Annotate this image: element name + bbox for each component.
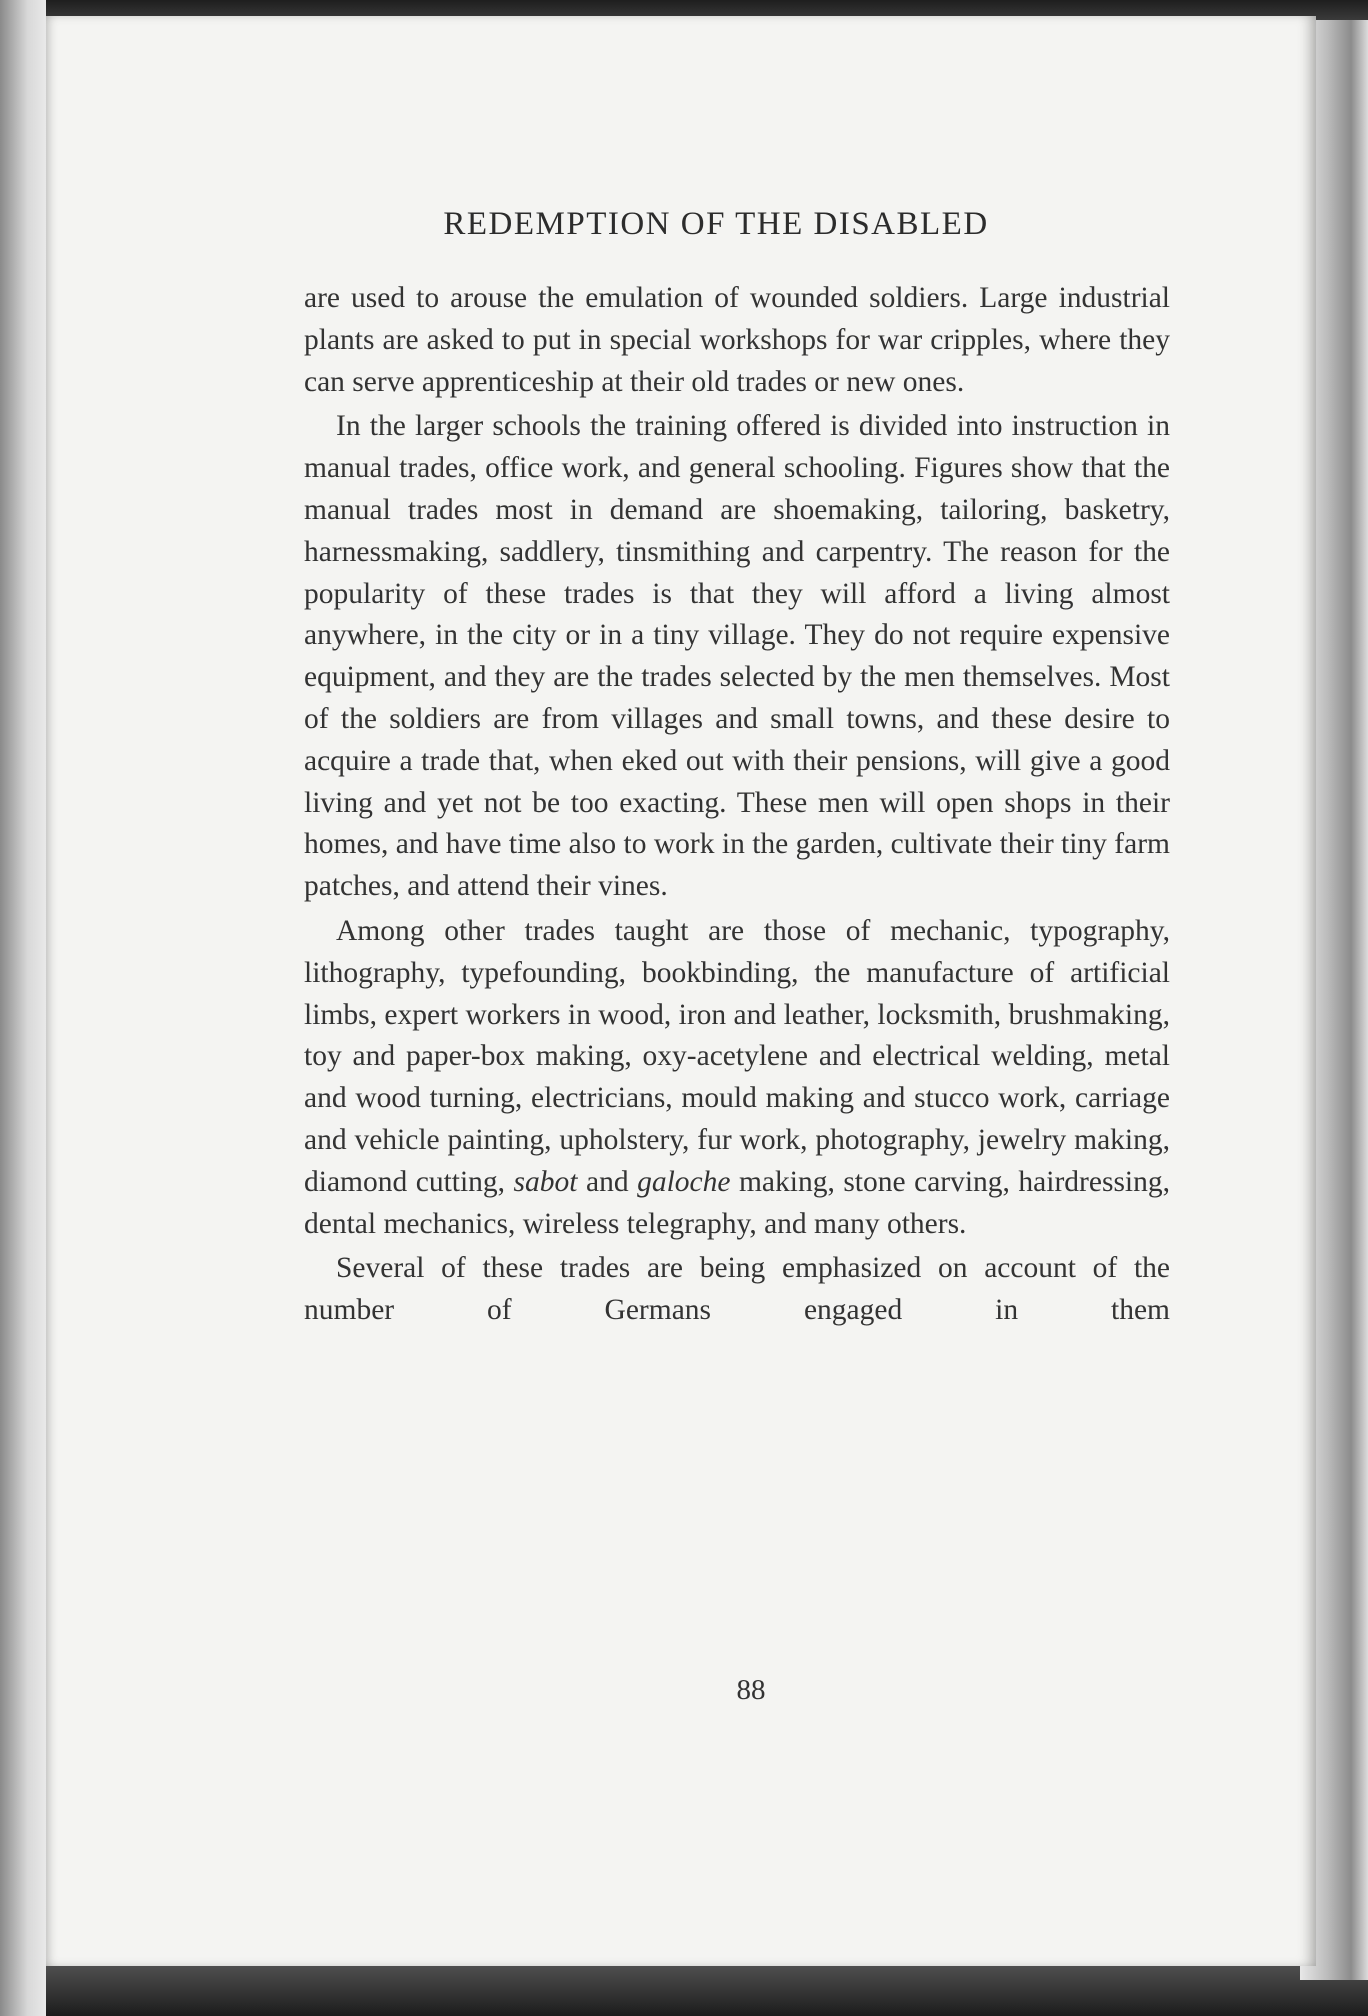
body-text [304, 278, 1170, 1335]
page-number: 88 [736, 1674, 766, 1706]
scan-edge-left [0, 0, 46, 2016]
paragraph-4: Several of these trades are being emphasized on account of the number of Germans engaged in them [304, 1252, 1170, 1327]
running-head: REDEMPTION OF THE DISABLED [443, 206, 989, 242]
paragraph-3-text-middle: and [577, 1165, 638, 1198]
book-page [46, 16, 1316, 1966]
paragraph-1: are used to arouse the emulation of wounded soldiers. Large industrial plants are asked to put in special workshops for war cripples, where they can serve apprenticeship at their old trades or new ones. [304, 282, 1170, 398]
paragraph-3-text-before: Among other trades taught are those of mechanic, typography, lithography, typefounding, bookbinding, the manufacture of artificial limbs, expert workers in wood, iron and leather, locksmith, brushmaking, toy and paper-box making, oxy-acetylene and electrical welding, metal and wood turning, electricians, mould making and stucco work, carriage and vehicle painting, upholstery, fur work, photography, jewelry making, diamond cutting, [304, 914, 1170, 1198]
paragraph-3 [304, 911, 1170, 1245]
paragraph-2: In the larger schools the training offered is divided into instruction in manual trades, office work, and general schooling. Figures show that the manual trades most in demand are shoemaking, tailoring, basketry, harnessmaking, saddlery, tinsmithing and carpentry. The reason for the popularity of these trades is that they will afford a living almost anywhere, in the city or in a tiny village. They do not require expensive equipment, and they are the trades selected by the men themselves. Most of the soldiers are from villages and small towns, and these desire to acquire a trade that, when eked out with their pensions, will give a good living and yet not be too exacting. These men will open shops in their homes, and have time also to work in the garden, cultivate their tiny farm patches, and attend their vines. [304, 410, 1170, 903]
paragraph-3-italic-sabot: sabot [513, 1165, 578, 1198]
paragraph-3-italic-galoche: galoche [637, 1165, 731, 1198]
scan-edge-bottom [0, 1960, 1368, 2016]
paragraph-3-text-after: making, stone carving, hairdressing, dental mechanics, wireless telegraphy, and many others. [304, 1165, 1170, 1240]
